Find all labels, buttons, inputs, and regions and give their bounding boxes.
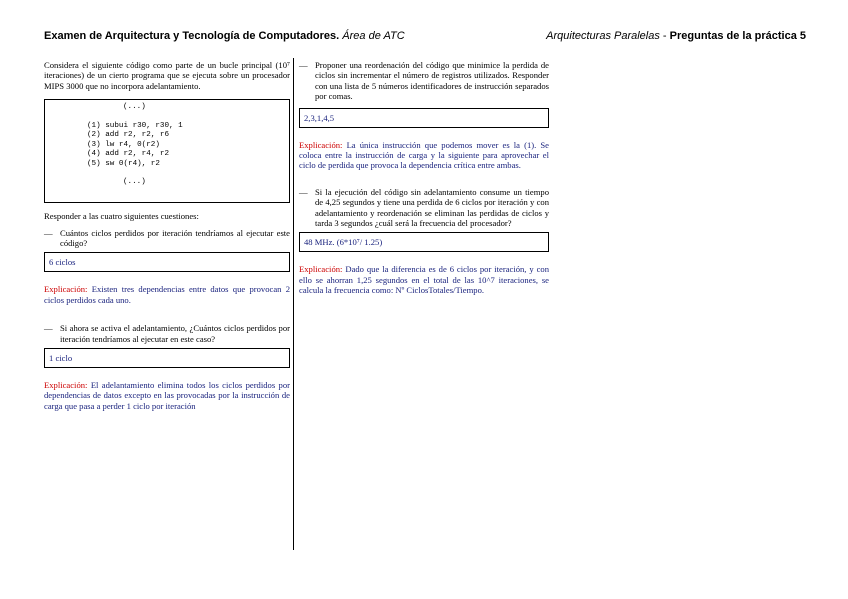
answer-2-box[interactable]: 1 ciclo <box>44 348 290 368</box>
question-dash: — <box>44 323 53 334</box>
explanation-label: Explicación: <box>44 284 88 295</box>
explanation-3 <box>299 140 549 171</box>
explanation-1 <box>44 284 290 305</box>
question-dash: — <box>44 227 53 238</box>
explanation-3-text: La única instrucción que podemos mover es la (1). Se coloca entre la instrucción de carga y la siguiente para aprovechar el ciclo de perdida que provoca la dependencia crítica entre ambas. <box>299 139 549 171</box>
column-divider <box>293 58 294 550</box>
question-3-text: Proponer una reordenación del código que minimice la perdida de ciclos sin incrementar el número de registros utilizados. Responder con una lista de 5 números identificadores de instrucción separados por comas. <box>315 60 549 102</box>
explanation-label: Explicación: <box>44 380 88 391</box>
explanation-label: Explicación: <box>299 139 343 150</box>
area-label: Área de ATC <box>342 30 405 42</box>
question-2-text: Si ahora se activa el adelantamiento, ¿Cuántos ciclos perdidos por iteración tendríamos al ejecutar en este caso? <box>60 323 290 344</box>
code-block <box>44 99 290 203</box>
answer-1-box[interactable]: 6 ciclos <box>44 252 290 272</box>
explanation-2 <box>44 380 290 411</box>
section-title-group <box>546 30 806 42</box>
answer-3-box[interactable]: 2,3,1,4,5 <box>299 108 549 128</box>
code-line: (1) subui r30, r30, 1 <box>87 122 183 131</box>
answer-4-box[interactable]: 48 MHz. (6*10⁷/ 1.25) <box>299 232 549 252</box>
code-ellipsis-bottom: (...) <box>123 178 146 187</box>
respond-instruction: Responder a las cuatro siguientes cuestiones: <box>44 211 199 222</box>
explanation-2-text: El adelantamiento elimina todos los ciclos perdidos por dependencias de datos excepto en las provocadas por la instrucción de carga que pasa a perder 1 ciclo por iteración <box>44 380 290 411</box>
code-line: (5) sw 0(r4), r2 <box>87 159 160 168</box>
exam-title: Examen de Arquitectura y Tecnología de Computadores. <box>44 30 340 42</box>
left-column <box>44 60 290 411</box>
explanation-4 <box>299 264 549 295</box>
question-dash: — <box>299 186 308 197</box>
right-column <box>299 60 549 296</box>
question-4 <box>299 187 549 229</box>
question-1 <box>44 228 290 249</box>
code-ellipsis-top: (...) <box>123 103 146 112</box>
question-2 <box>44 323 290 344</box>
page-header <box>44 30 806 48</box>
code-line: (4) add r2, r4, r2 <box>87 150 170 159</box>
question-4-text: Si la ejecución del código sin adelantamiento consume un tiempo de 4,25 segundos y tiene una perdida de 6 ciclos por iteración y con adelantamiento y reordenación se eliminan las perdidas de ciclos y tarda 3 segundos ¿cuál será la frecuencia del procesador? <box>315 186 549 229</box>
exam-title-group <box>44 30 405 42</box>
explanation-1-text: Existen tres dependencias entre datos que provocan 2 ciclos perdidos cada uno. <box>44 284 290 305</box>
question-1-text: Cuántos ciclos perdidos por iteración tendríamos al ejecutar este código? <box>60 227 290 249</box>
subject-label: Arquitecturas Paralelas <box>546 30 660 42</box>
explanation-4-text: Dado que la diferencia es de 6 ciclos por iteración, y con ello se ahorran 1,25 segundos en el total de las 10^7 iteraciones, se calcula la frecuencia como: Nº CiclosTotales/Tiempo. <box>299 264 549 296</box>
explanation-label: Explicación: <box>299 264 343 275</box>
code-line: (3) lw r4, 0(r2) <box>87 140 160 149</box>
intro-text: Considera el siguiente código como parte de un bucle principal (10⁷ iteraciones) de un cierto programa que se ejecuta sobre un procesador MIPS 3000 que no incorpora adelantamiento. <box>44 60 290 91</box>
question-3 <box>299 60 549 102</box>
header-separator: - <box>659 30 670 42</box>
question-dash: — <box>299 60 308 70</box>
code-line: (2) add r2, r2, r6 <box>87 131 170 140</box>
section-label: Preguntas de la práctica 5 <box>669 30 806 42</box>
